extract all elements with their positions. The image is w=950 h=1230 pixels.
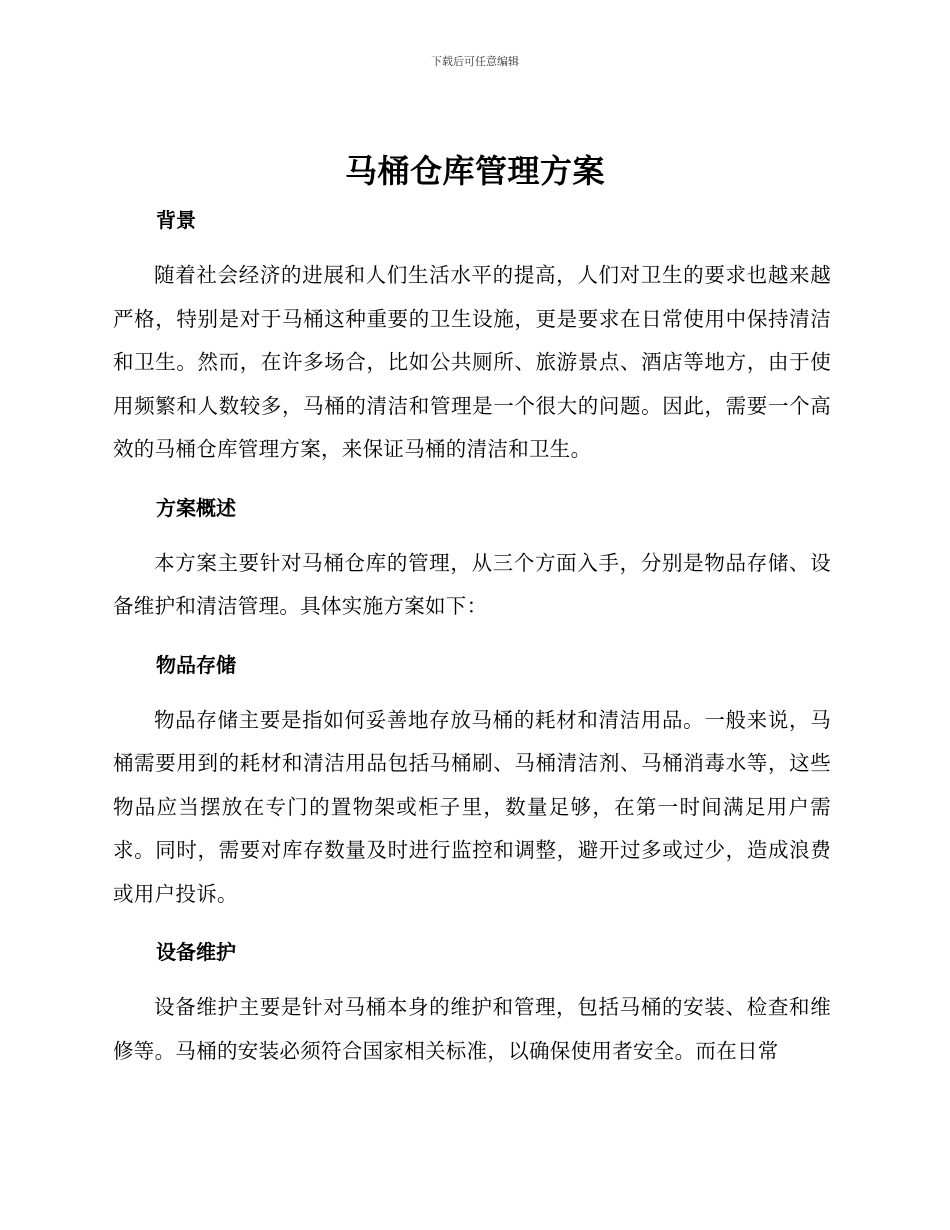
section-paragraph-maintenance: 设备维护主要是针对马桶本身的维护和管理，包括马桶的安装、检查和维修等。马桶的安装必须符合国家相关标准，以确保使用者安全。而在日常 xyxy=(113,995,831,1063)
section-heading-maintenance: 设备维护 xyxy=(156,940,236,964)
document-body xyxy=(113,198,831,1073)
spacer xyxy=(113,916,831,930)
section-heading-overview: 方案概述 xyxy=(156,495,236,520)
document-title: 马桶仓库管理方案 xyxy=(344,152,605,190)
spacer xyxy=(113,472,831,486)
spacer xyxy=(113,687,831,699)
spacer xyxy=(113,974,831,986)
section-paragraph-storage: 物品存储主要是指如何妥善地存放马桶的耗材和清洁用品。一般来说，马桶需要用到的耗材和清洁用品包括马桶刷、马桶清洁剂、马桶消毒水等，这些物品应当摆放在专门的置物架或柜子里，数量足够，在第一时间满足用户需求。同时，需要对库存数量及时进行监控和调整，避开过多或过少，造成浪费或用户投诉。 xyxy=(113,707,831,906)
spacer xyxy=(113,530,831,542)
section-paragraph-overview: 本方案主要针对马桶仓库的管理，从三个方面入手，分别是物品存储、设备维护和清洁管理。具体实施方案如下： xyxy=(113,550,831,618)
spacer xyxy=(113,629,831,643)
spacer xyxy=(113,242,831,254)
section-heading-storage: 物品存储 xyxy=(156,652,236,677)
page-header: 下载后可任意编辑 xyxy=(431,55,519,68)
section-heading-background: 背景 xyxy=(156,208,196,232)
section-paragraph-background: 随着社会经济的进展和人们生活水平的提高，人们对卫生的要求也越来越严格，特别是对于马桶这种重要的卫生设施，更是要求在日常使用中保持清洁和卫生。然而，在许多场合，比如公共厕所、旅游景点、酒店等地方，由于使用频繁和人数较多，马桶的清洁和管理是一个很大的问题。因此，需要一个高效的马桶仓库管理方案，来保证马桶的清洁和卫生。 xyxy=(113,263,831,461)
